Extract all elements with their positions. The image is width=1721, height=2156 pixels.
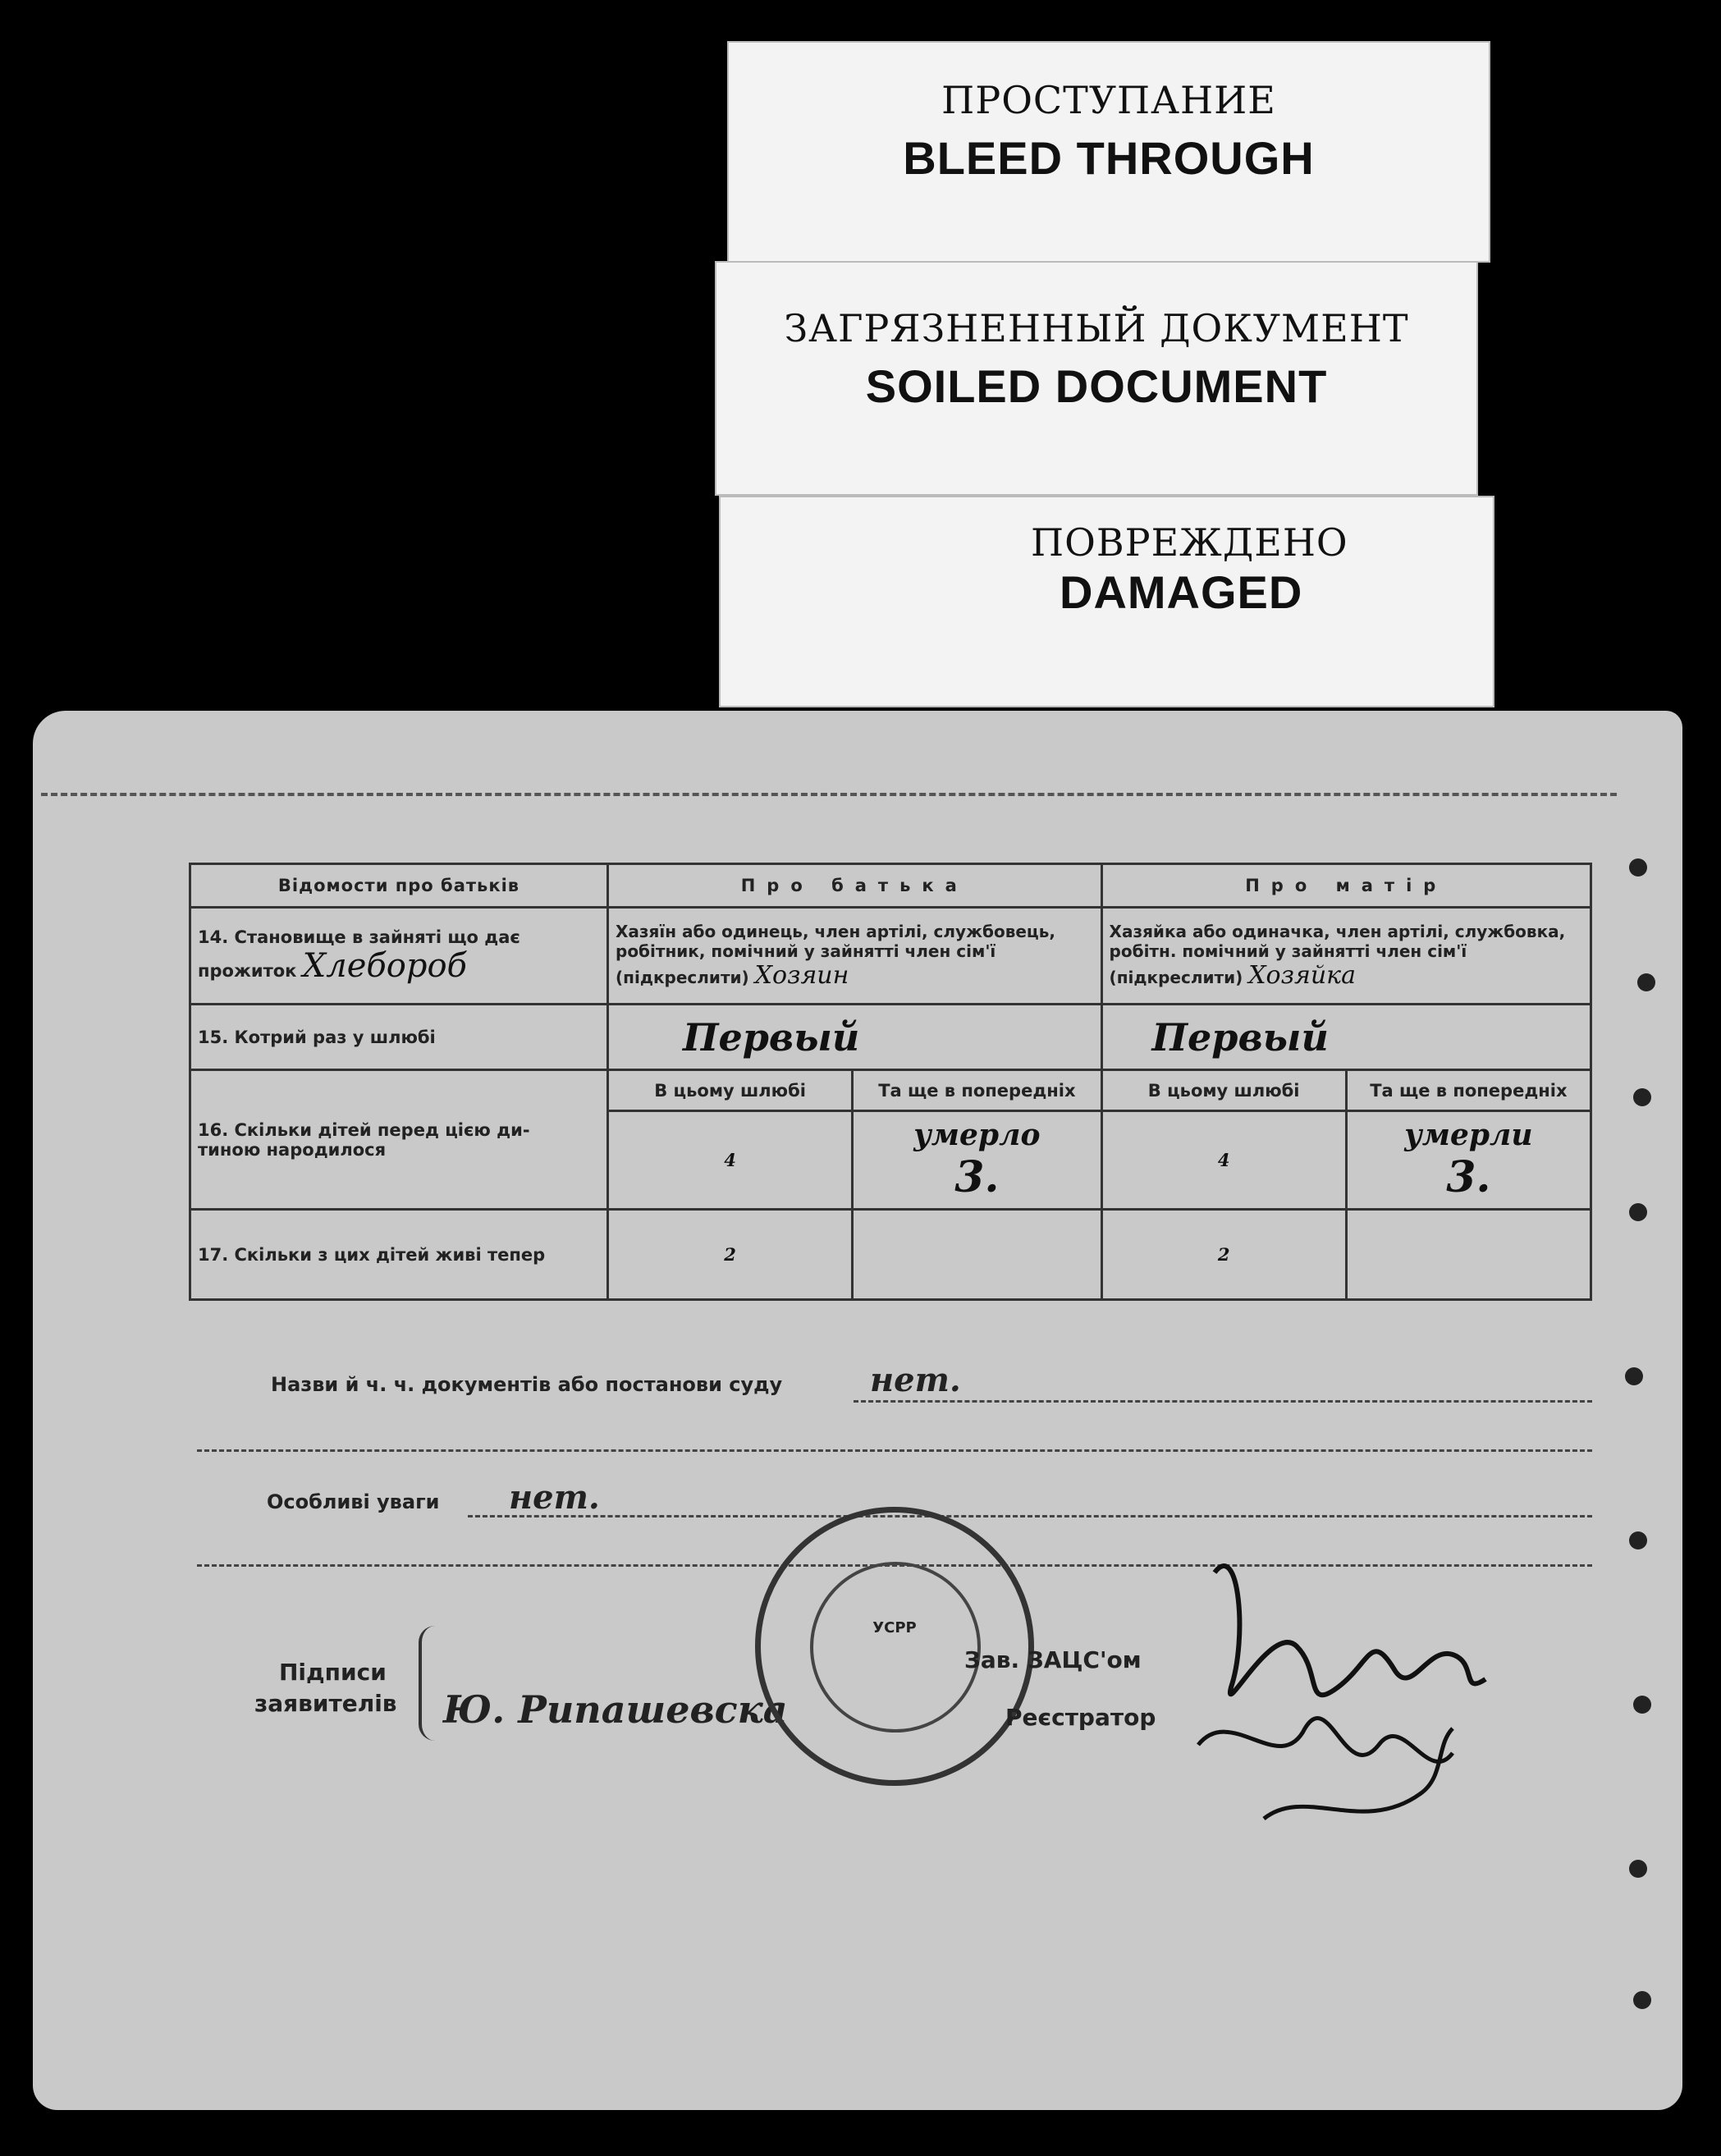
row16-father-this: 4 xyxy=(608,1111,853,1210)
applicant-signature: Ю. Рипашевска xyxy=(443,1687,788,1732)
label-ru: ЗАГРЯЗНЕННЫЙ ДОКУМЕНТ xyxy=(784,306,1409,350)
row16-mother-prev-word: умерли xyxy=(1404,1118,1533,1152)
label-en: SOILED DOCUMENT xyxy=(865,360,1328,412)
signatures-label-line2: заявителів xyxy=(254,1690,397,1717)
row14-mother-text: Хазяйка або одиначка, член артілі, службовка, робітн. помічний у зайнятті член сім'ї (підкреслити) xyxy=(1109,922,1566,987)
row17-mother-this: 2 xyxy=(1101,1210,1346,1300)
row17-father-this: 2 xyxy=(608,1210,853,1300)
row14-father-value: Хозяин xyxy=(754,961,849,990)
row16-label-line1: 16. Скільки дітей перед цією ди- xyxy=(198,1119,530,1140)
notes-line xyxy=(468,1515,1592,1517)
row14-label-line1: 14. Становище в зайняті що дає xyxy=(198,927,520,947)
notes-value: нет. xyxy=(509,1478,600,1517)
subheader-row xyxy=(190,1070,1591,1111)
hole xyxy=(1633,1696,1651,1714)
signatures-label-line1: Підписи xyxy=(279,1659,387,1686)
row14-mother-value: Хозяйка xyxy=(1248,961,1356,990)
label-card-damaged xyxy=(719,496,1494,707)
hole xyxy=(1637,973,1655,991)
perforation-line xyxy=(41,793,1617,796)
row16-father-prev-num: 3. xyxy=(954,1152,1000,1202)
father-in-marriage-header: В цьому шлюбі xyxy=(608,1070,853,1111)
row14-label-line2: прожиток xyxy=(198,960,297,981)
hole xyxy=(1629,1531,1647,1549)
row15-father-value: Первый xyxy=(608,1005,1102,1070)
hole xyxy=(1629,858,1647,877)
header-parents-info: Відомости про батьків xyxy=(190,864,608,908)
documents-line xyxy=(854,1400,1592,1403)
row15-label: 15. Котрий раз у шлюбі xyxy=(190,1005,608,1070)
row16-mother-prev-num: 3. xyxy=(1446,1152,1491,1202)
label-en: BLEED THROUGH xyxy=(903,132,1315,184)
label-ru: ПОВРЕЖДЕНО xyxy=(1031,520,1348,565)
header-father: Про батька xyxy=(608,864,1102,908)
mother-previous-header: Та ще в попередніх xyxy=(1346,1070,1591,1111)
row16-father-prev-word: умерло xyxy=(913,1118,1041,1152)
row-15-marriage-count xyxy=(190,1005,1591,1070)
mother-in-marriage-header: В цьому шлюбі xyxy=(1101,1070,1346,1111)
hole xyxy=(1629,1203,1647,1221)
row14-value: Хлебороб xyxy=(302,946,467,985)
documents-line-2 xyxy=(197,1449,1592,1452)
table-header-row xyxy=(190,864,1591,908)
stamp-text: УСРР xyxy=(872,1619,917,1636)
signature-brace xyxy=(419,1626,438,1741)
notes-label: Особливі уваги xyxy=(267,1490,440,1513)
row14-father-text: Хазяїн або одинець, член артілі, службовець, робітник, помічний у зайнятті член сім'ї (підкреслити) xyxy=(616,922,1055,987)
document-page xyxy=(33,711,1682,2110)
head-of-registry-label: Зав. ЗАЦС'ом xyxy=(964,1646,1142,1673)
label-ru: ПРОСТУПАНИЕ xyxy=(941,78,1276,122)
parents-info-table xyxy=(189,863,1592,1301)
row-17-children-alive xyxy=(190,1210,1591,1300)
registrar-label: Реєстратор xyxy=(1005,1704,1156,1731)
row17-label: 17. Скільки з цих дітей живі тепер xyxy=(190,1210,608,1300)
header-mother: Про матір xyxy=(1101,864,1591,908)
official-signatures-drawing xyxy=(1182,1523,1526,1835)
hole xyxy=(1629,1860,1647,1878)
label-card-bleed-through xyxy=(727,41,1490,263)
father-previous-header: Та ще в попередніх xyxy=(853,1070,1101,1111)
row15-mother-value: Первый xyxy=(1101,1005,1591,1070)
row16-mother-this: 4 xyxy=(1101,1111,1346,1210)
hole xyxy=(1633,1991,1651,2009)
hole xyxy=(1633,1088,1651,1106)
documents-label: Назви й ч. ч. документів або постанови суду xyxy=(271,1373,783,1396)
hole xyxy=(1625,1367,1643,1385)
row16-label-line2: тиною народилося xyxy=(198,1139,387,1160)
label-card-soiled-document xyxy=(715,261,1478,496)
stamp-emblem xyxy=(810,1562,981,1733)
label-en: DAMAGED xyxy=(1060,566,1303,618)
row-14-occupation xyxy=(190,908,1591,1005)
documents-value: нет. xyxy=(870,1361,961,1399)
